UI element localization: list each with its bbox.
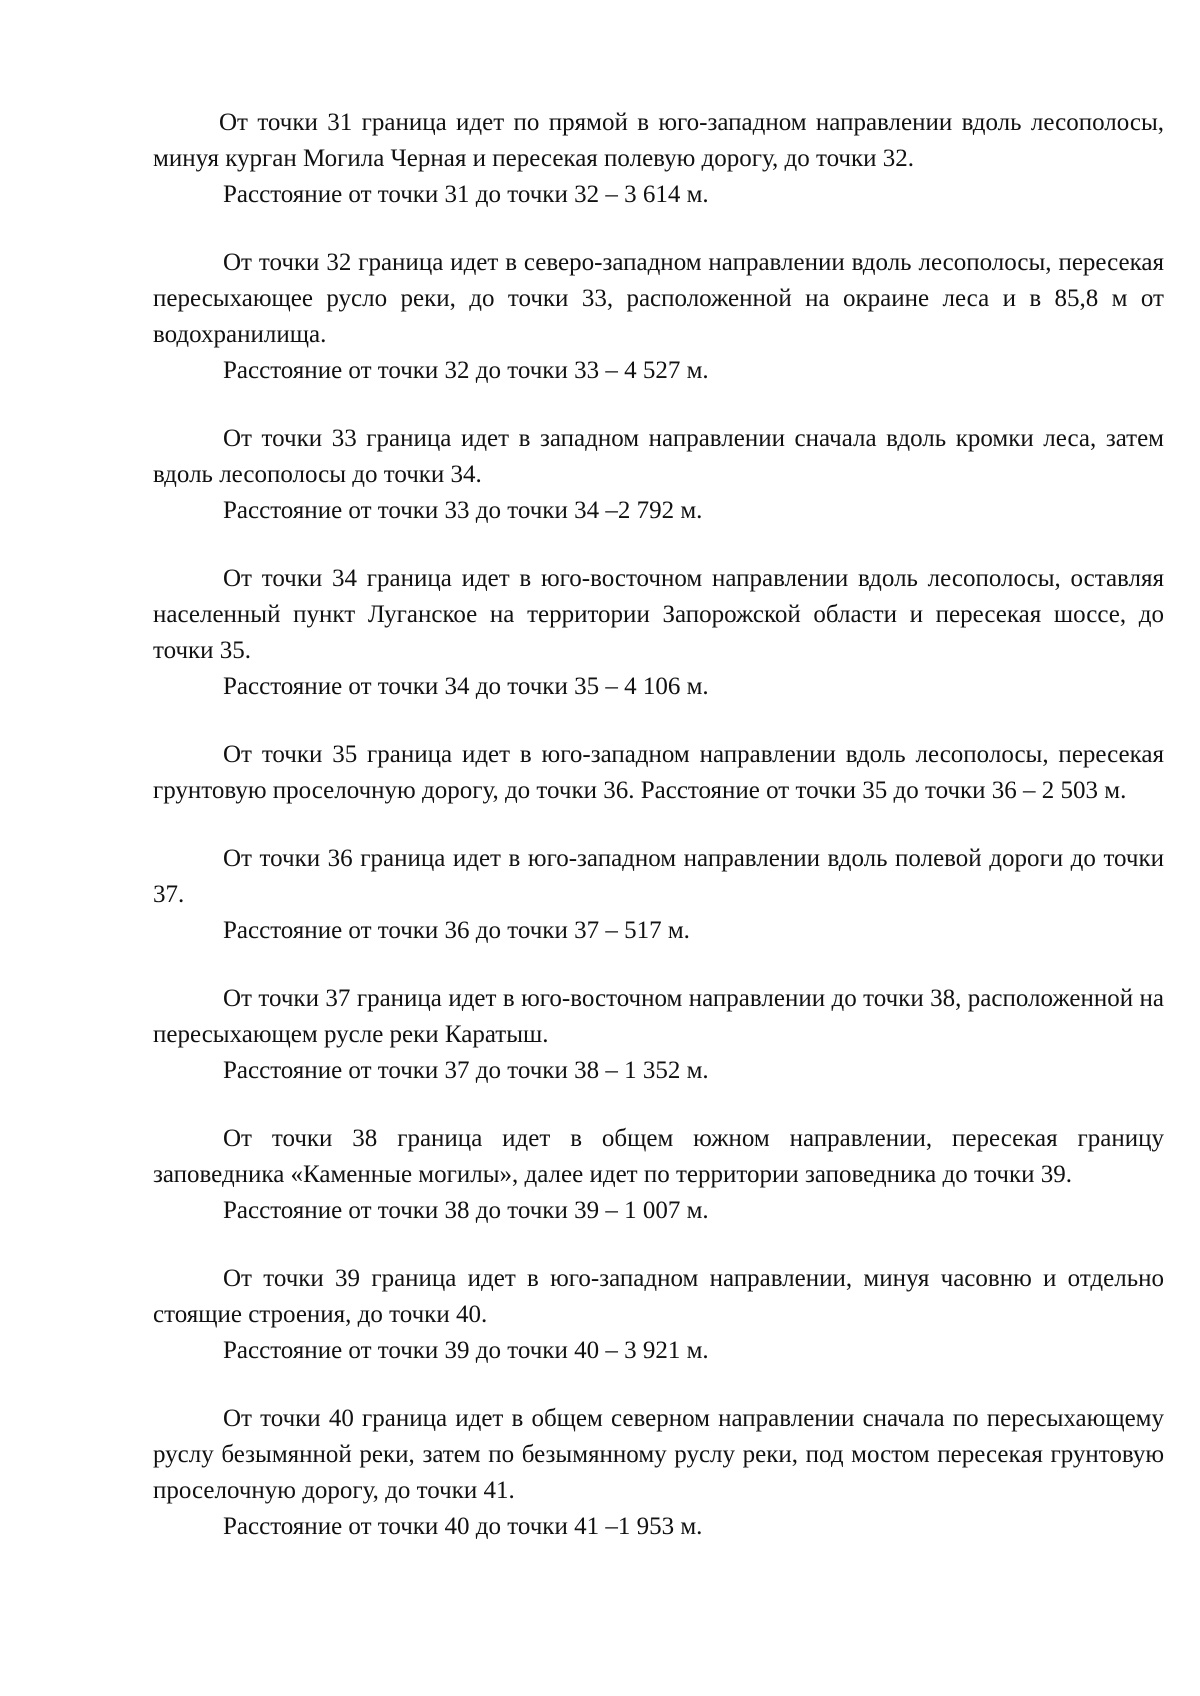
boundary-description: От точки 35 граница идет в юго-западном направлении вдоль лесополосы, пересекая грунтовую проселочную дорогу, до точки 36. Расстояние от точки 35 до точки 36 – 2 503 м. [153,741,1164,804]
distance-line: Расстояние от точки 37 до точки 38 – 1 352 м. [223,1057,709,1084]
boundary-description: От точки 39 граница идет в юго-западном направлении, минуя часовню и отдельно стоящие строения, до точки 40. [153,1265,1164,1328]
boundary-description: От точки 40 граница идет в общем северном направлении сначала по пересыхающему руслу безымянной реки, затем по безымянному руслу реки, под мостом пересекая грунтовую проселочную дорогу, до точки 41. [153,1405,1164,1504]
boundary-description: От точки 36 граница идет в юго-западном направлении вдоль полевой дороги до точки 37. [153,845,1164,908]
boundary-description: От точки 32 граница идет в северо-западном направлении вдоль лесополосы, пересекая пересыхающее русло реки, до точки 33, расположенной на окраине леса и в 85,8 м от водохранилища. [153,249,1164,348]
distance-line: Расстояние от точки 36 до точки 37 – 517 м. [223,917,690,944]
distance-line: Расстояние от точки 40 до точки 41 –1 953 м. [223,1513,703,1540]
distance-line: Расстояние от точки 33 до точки 34 –2 792 м. [223,497,703,524]
boundary-section-36-37 [153,841,1164,949]
boundary-description: От точки 31 граница идет по прямой в юго-западном направлении вдоль лесополосы, минуя курган Могила Черная и пересекая полевую дорогу, до точки 32. [153,109,1164,172]
boundary-description: От точки 37 граница идет в юго-восточном направлении до точки 38, расположенной на пересыхающем русле реки Каратыш. [153,985,1164,1048]
boundary-section-35-36 [153,737,1164,809]
boundary-section-39-40 [153,1261,1164,1369]
boundary-section-33-34 [153,421,1164,529]
boundary-description: От точки 38 граница идет в общем южном направлении, пересекая границу заповедника «Каменные могилы», далее идет по территории заповедника до точки 39. [153,1125,1164,1188]
boundary-description: От точки 33 граница идет в западном направлении сначала вдоль кромки леса, затем вдоль лесополосы до точки 34. [153,425,1164,488]
boundary-section-31-32 [153,105,1164,213]
distance-line: Расстояние от точки 39 до точки 40 – 3 921 м. [223,1337,709,1364]
boundary-section-34-35 [153,561,1164,705]
document-page [153,105,1164,1577]
distance-line: Расстояние от точки 31 до точки 32 – 3 614 м. [223,181,709,208]
distance-line: Расстояние от точки 32 до точки 33 – 4 527 м. [223,357,709,384]
boundary-section-38-39 [153,1121,1164,1229]
boundary-section-37-38 [153,981,1164,1089]
boundary-description: От точки 34 граница идет в юго-восточном направлении вдоль лесополосы, оставляя населенный пункт Луганское на территории Запорожской области и пересекая шоссе, до точки 35. [153,565,1164,664]
distance-line: Расстояние от точки 34 до точки 35 – 4 106 м. [223,673,709,700]
boundary-section-40-41 [153,1401,1164,1545]
boundary-section-32-33 [153,245,1164,389]
distance-line: Расстояние от точки 38 до точки 39 – 1 007 м. [223,1197,709,1224]
